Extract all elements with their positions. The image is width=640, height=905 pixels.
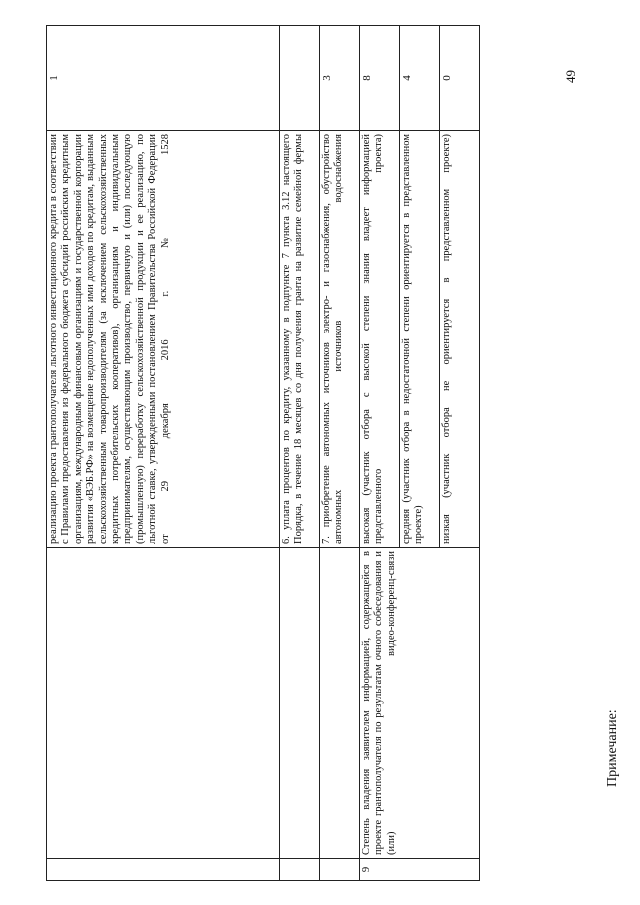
row-number-cell <box>47 859 280 881</box>
criterion-cell <box>320 548 360 859</box>
option-medium: средняя (участник отбора в недостаточной степени ориентируется в представленном проекте) <box>400 131 440 548</box>
score-medium: 4 <box>400 26 440 131</box>
score-high: 8 <box>360 26 400 131</box>
score-low: 0 <box>440 26 480 131</box>
score-cell <box>280 26 320 131</box>
criterion-cell <box>280 548 320 859</box>
score-cell: 1 <box>47 26 280 131</box>
row-number-cell <box>280 859 320 881</box>
criterion-9: Степень владения заявителем информацией, содержащейся в проекте грантополучателя по результатам очного собеседования и (или) видео-конференц-связи <box>360 548 480 859</box>
option-high: высокая (участник отбора с высокой степени знания владеет информацией представленного проекта) <box>360 131 400 548</box>
note-label: Примечание: <box>605 709 620 787</box>
row-number-9: 9 <box>360 859 480 881</box>
option-row-7: 7. приобретение автономных источников электро- и газоснабжения, обустройство автономных источников водоснабжения <box>320 131 360 548</box>
criterion-continuation: реализацию проекта грантополучателя льготного инвестиционного кредита в соответствии с Правилами предоставления из федерального бюджета субсидий российским кредитным организациям, международным финансовым организациям и государственной корпорации развития «ВЭБ.РФ» на возмещение недополученных ими доходов по кредитам, выданным сельскохозяйственным товаропроизводителям (за исключением сельскохозяйственных кредитных потребительских кооперативов), организациям и индивидуальным предпринимателям, осуществляющим производство, первичную и (или) последующую (промышленную) переработку сельскохозяйственной продукции и ее реализацию, по льготной ставке, утвержденными постановлением Правительства Российской Федерации от 29 декабря 2016 г. № 1528 <box>47 131 280 548</box>
table-row-9a <box>360 26 400 881</box>
option-row-6: 6. уплата процентов по кредиту, указанному в подпункте 7 пункта 3.12 настоящего Порядка, в течение 18 месяцев со дня получения гранта на развитие семейной фермы <box>280 131 320 548</box>
table-row-6 <box>280 26 320 881</box>
score-cell: 3 <box>320 26 360 131</box>
table-row-7 <box>320 26 360 881</box>
option-low: низкая (участник отбора не ориентируется в представленном проекте) <box>440 131 480 548</box>
criteria-table <box>46 25 480 881</box>
criterion-cell <box>47 548 280 859</box>
page-number: 49 <box>563 70 578 83</box>
row-number-cell <box>320 859 360 881</box>
table-row-top <box>47 26 280 881</box>
